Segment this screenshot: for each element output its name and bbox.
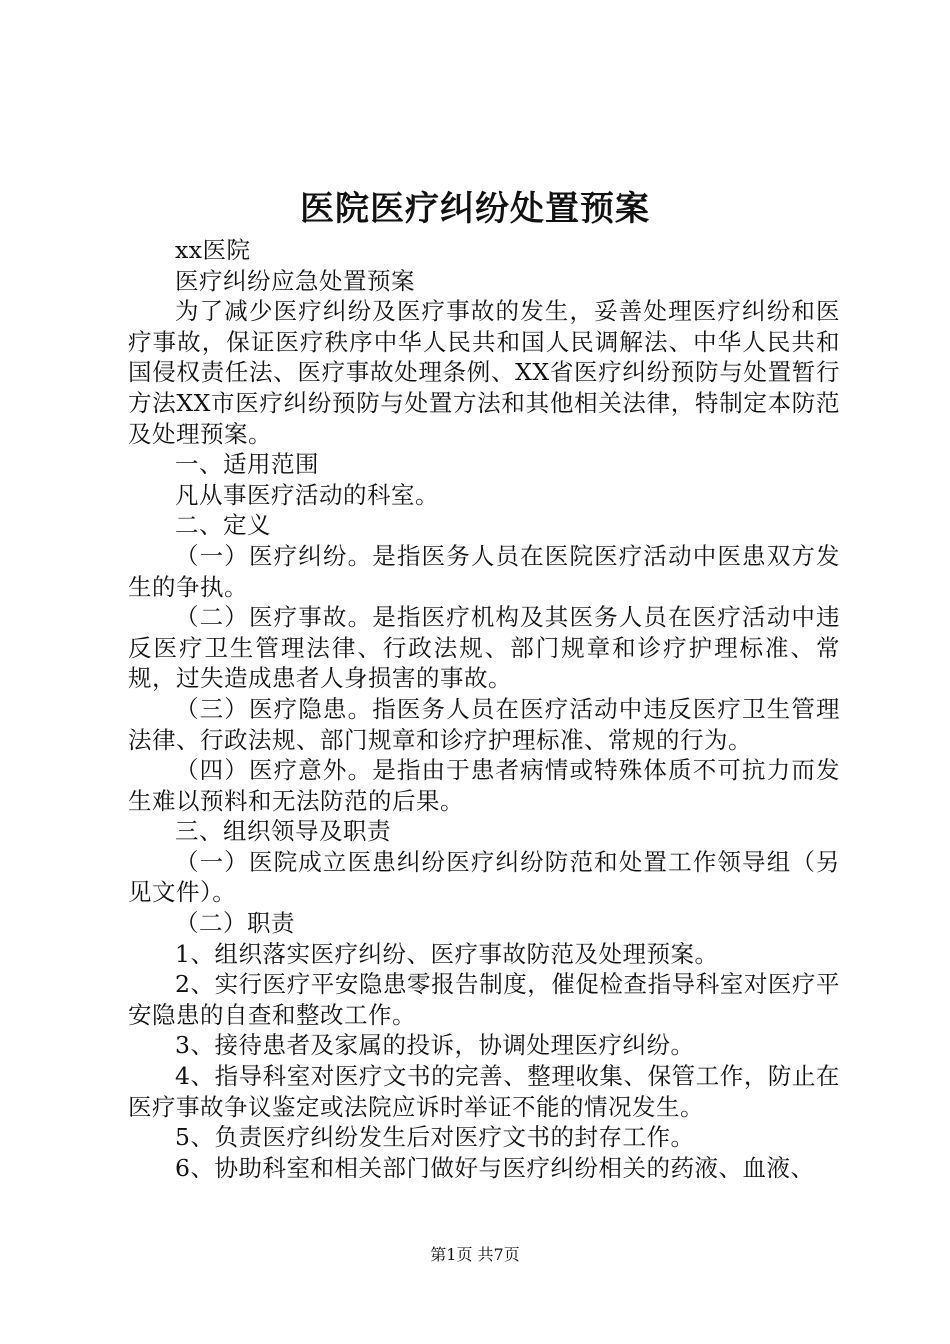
paragraph: 凡从事医疗活动的科室。	[175, 480, 439, 509]
section-heading: 三、组织领导及职责	[175, 817, 391, 846]
list-item: 6、协助科室和相关部门做好与医疗纠纷相关的药液、血液、	[175, 1153, 815, 1182]
paragraph: xx医院	[175, 236, 251, 264]
paragraph: （三）医疗隐患。指医务人员在医疗活动中违反医疗卫生管理法律、行政法规、部门规章和诊疗护理标准、常规的行为。	[128, 694, 840, 754]
paragraph: （一）医院成立医患纠纷医疗纠纷防范和处置工作领导组（另见文件）。	[128, 847, 840, 907]
list-item: 2、实行医疗平安隐患零报告制度，催促检查指导科室对医疗平安隐患的自查和整改工作。	[128, 970, 840, 1029]
paragraph: （二）职责	[175, 909, 295, 938]
list-item: 5、负责医疗纠纷发生后对医疗文书的封存工作。	[175, 1123, 695, 1152]
list-item: 4、指导科室对医疗文书的完善、整理收集、保管工作，防止在医疗事故争议鉴定或法院应诉时举证不能的情况发生。	[128, 1062, 840, 1121]
section-heading: 二、定义	[175, 511, 271, 540]
list-item: 3、接待患者及家属的投诉，协调处理医疗纠纷。	[175, 1031, 695, 1060]
section-heading: 一、适用范围	[175, 450, 319, 479]
document-title: 医院医疗纠纷处置预案	[300, 189, 650, 229]
paragraph: （四）医疗意外。是指由于患者病情或特殊体质不可抗力而发生难以预料和无法防范的后果。	[128, 756, 840, 815]
paragraph: 医疗纠纷应急处置预案	[175, 266, 415, 295]
page-footer: 第1页 共7页	[430, 1245, 520, 1264]
paragraph: 为了减少医疗纠纷及医疗事故的发生，妥善处理医疗纠纷和医疗事故，保证医疗秩序中华人民共和国人民调解法、中华人民共和国侵权责任法、医疗事故处理条例、XX省医疗纠纷预防与处置暂行方法XX市医疗纠纷预防与处置方法和其他相关法律，特制定本防范及处理预案。	[128, 297, 840, 448]
list-item: 1、组织落实医疗纠纷、医疗事故防范及处理预案。	[175, 939, 719, 968]
document-body	[128, 235, 840, 1183]
paragraph: （一）医疗纠纷。是指医务人员在医院医疗活动中医患双方发生的争执。	[128, 541, 840, 601]
paragraph: （二）医疗事故。是指医疗机构及其医务人员在医疗活动中违反医疗卫生管理法律、行政法规、部门规章和诊疗护理标准、常规，过失造成患者人身损害的事故。	[128, 603, 840, 693]
